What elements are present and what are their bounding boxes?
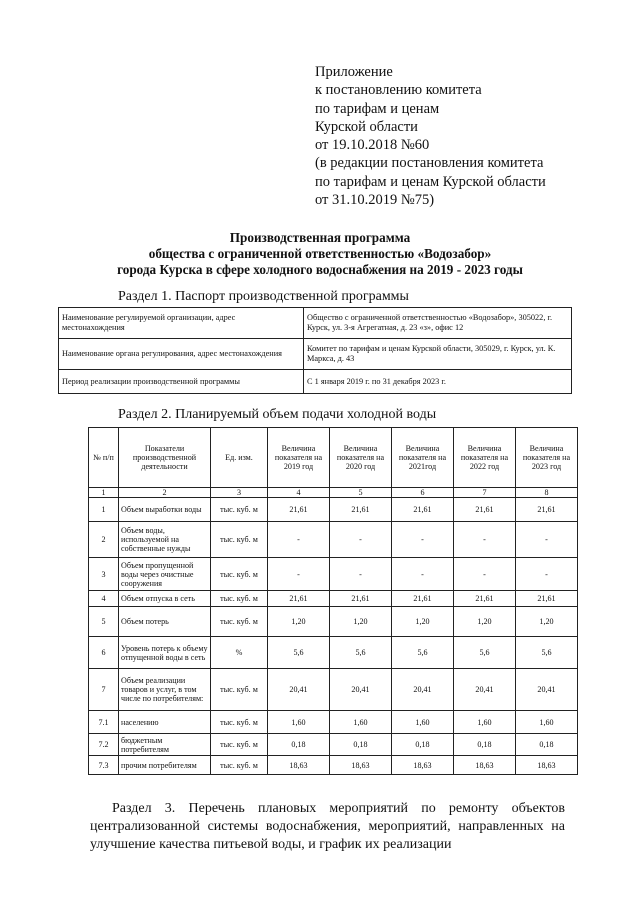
appendix-line: по тарифам и ценам — [315, 100, 440, 117]
row-number: 5 — [89, 607, 119, 637]
value-cell: 21,61 — [454, 498, 516, 522]
value-cell: 5,6 — [516, 637, 578, 669]
unit-cell: тыс. куб. м — [211, 734, 268, 756]
value-cell: 18,63 — [516, 756, 578, 775]
unit-cell: тыс. куб. м — [211, 498, 268, 522]
unit-cell: тыс. куб. м — [211, 522, 268, 558]
table-row — [89, 669, 578, 711]
title-line: Производственная программа — [229, 230, 411, 245]
value-cell: 1,60 — [516, 711, 578, 734]
table-row — [89, 522, 578, 558]
value-cell: - — [330, 558, 392, 591]
row-number: 3 — [89, 558, 119, 591]
table-row — [89, 591, 578, 607]
value-cell: 1,60 — [330, 711, 392, 734]
table-row — [89, 756, 578, 775]
unit-cell: тыс. куб. м — [211, 558, 268, 591]
table-row — [89, 558, 578, 591]
value-cell: 20,41 — [454, 669, 516, 711]
value-cell: 21,61 — [392, 498, 454, 522]
column-number: 3 — [211, 488, 268, 498]
value-cell: - — [268, 558, 330, 591]
table-row — [89, 607, 578, 637]
value-cell: 0,18 — [330, 734, 392, 756]
row-number: 7.3 — [89, 756, 119, 775]
passport-table — [58, 307, 572, 394]
appendix-line: от 19.10.2018 №60 — [315, 137, 430, 154]
column-number: 1 — [89, 488, 119, 498]
value-cell: 20,41 — [516, 669, 578, 711]
value-cell: 0,18 — [516, 734, 578, 756]
value-cell: 20,41 — [392, 669, 454, 711]
indicator-name: Объем воды, используемой на собственные нужды — [119, 522, 211, 558]
passport-label: Наименование регулируемой организации, адрес местонахождения — [59, 308, 304, 339]
header-cell: № п/п — [89, 428, 119, 488]
value-cell: - — [392, 522, 454, 558]
passport-row — [59, 308, 572, 339]
value-cell: 21,61 — [330, 498, 392, 522]
value-cell: 1,60 — [454, 711, 516, 734]
unit-cell: тыс. куб. м — [211, 607, 268, 637]
appendix-line: к постановлению комитета — [315, 82, 482, 99]
row-number: 4 — [89, 591, 119, 607]
value-cell: 0,18 — [268, 734, 330, 756]
plan-body — [89, 498, 578, 775]
value-cell: 1,20 — [516, 607, 578, 637]
unit-cell: тыс. куб. м — [211, 669, 268, 711]
value-cell: 5,6 — [330, 637, 392, 669]
value-cell: 21,61 — [268, 591, 330, 607]
value-cell: 21,61 — [516, 498, 578, 522]
header-cell: Показатели производственной деятельности — [119, 428, 211, 488]
value-cell: 1,20 — [454, 607, 516, 637]
plan-header-row — [89, 428, 578, 488]
indicator-name: бюджетным потребителям — [119, 734, 211, 756]
value-cell: 5,6 — [392, 637, 454, 669]
value-cell: 21,61 — [516, 591, 578, 607]
value-cell: 21,61 — [268, 498, 330, 522]
value-cell: 20,41 — [268, 669, 330, 711]
value-cell: 5,6 — [268, 637, 330, 669]
column-number: 2 — [119, 488, 211, 498]
value-cell: 18,63 — [454, 756, 516, 775]
plan-table — [88, 427, 578, 775]
row-number: 6 — [89, 637, 119, 669]
section2-heading: Раздел 2. Планируемый объем подачи холодной воды — [118, 407, 437, 422]
value-cell: 1,20 — [330, 607, 392, 637]
header-cell: Величина показателя на 2023 год — [516, 428, 578, 488]
unit-cell: тыс. куб. м — [211, 756, 268, 775]
appendix-line: по тарифам и ценам Курской области — [315, 173, 546, 190]
section3-text: Раздел 3. Перечень плановых мероприятий по ремонту объектов централизованной системы водоснабжения, мероприятий, направленных на улучшение качества питьевой воды, и график их реализации — [90, 801, 565, 852]
value-cell: 1,20 — [268, 607, 330, 637]
appendix-line: от 31.10.2019 №75) — [315, 192, 435, 209]
appendix-line: Приложение — [315, 64, 393, 80]
header-cell: Величина показателя на 2020 год — [330, 428, 392, 488]
column-number: 5 — [330, 488, 392, 498]
column-number: 4 — [268, 488, 330, 498]
appendix-line: (в редакции постановления комитета — [315, 155, 544, 172]
value-cell: 18,63 — [330, 756, 392, 775]
value-cell: 21,61 — [392, 591, 454, 607]
title-line: города Курска в сфере холодного водоснабжения на 2019 - 2023 годы — [117, 262, 523, 277]
header-cell: Величина показателя на 2021год — [392, 428, 454, 488]
value-cell: 21,61 — [330, 591, 392, 607]
indicator-name: Объем пропущенной воды через очистные сооружения — [119, 558, 211, 591]
passport-label: Период реализации производственной программы — [59, 370, 304, 394]
column-number: 6 — [392, 488, 454, 498]
value-cell: 20,41 — [330, 669, 392, 711]
column-number: 8 — [516, 488, 578, 498]
value-cell: 18,63 — [268, 756, 330, 775]
passport-row — [59, 339, 572, 370]
row-number: 7.2 — [89, 734, 119, 756]
row-number: 1 — [89, 498, 119, 522]
header-cell: Величина показателя на 2022 год — [454, 428, 516, 488]
table-row — [89, 637, 578, 669]
indicator-name: Объем потерь — [119, 607, 211, 637]
passport-value: Комитет по тарифам и ценам Курской области, 305029, г. Курск, ул. К. Маркса, д. 43 — [304, 339, 572, 370]
unit-cell: % — [211, 637, 268, 669]
column-number-row — [89, 488, 578, 498]
value-cell: 1,60 — [392, 711, 454, 734]
row-number: 7 — [89, 669, 119, 711]
passport-label: Наименование органа регулирования, адрес местонахождения — [59, 339, 304, 370]
row-number: 7.1 — [89, 711, 119, 734]
value-cell: - — [516, 558, 578, 591]
indicator-name: Уровень потерь к объему отпущенной воды в сеть — [119, 637, 211, 669]
value-cell: 18,63 — [392, 756, 454, 775]
value-cell: 21,61 — [454, 591, 516, 607]
document-title — [0, 230, 640, 278]
value-cell: 1,60 — [268, 711, 330, 734]
value-cell: - — [330, 522, 392, 558]
appendix-block — [315, 63, 546, 209]
unit-cell: тыс. куб. м — [211, 711, 268, 734]
column-number: 7 — [454, 488, 516, 498]
appendix-line: Курской области — [315, 118, 418, 135]
indicator-name: Объем выработки воды — [119, 498, 211, 522]
value-cell: - — [454, 558, 516, 591]
row-number: 2 — [89, 522, 119, 558]
indicator-name: населению — [119, 711, 211, 734]
value-cell: 0,18 — [392, 734, 454, 756]
value-cell: - — [392, 558, 454, 591]
value-cell: 5,6 — [454, 637, 516, 669]
value-cell: - — [454, 522, 516, 558]
passport-value: С 1 января 2019 г. по 31 декабря 2023 г. — [304, 370, 572, 394]
indicator-name: Объем реализации товаров и услуг, в том числе по потребителям: — [119, 669, 211, 711]
table-row — [89, 734, 578, 756]
passport-row — [59, 370, 572, 394]
header-cell: Ед. изм. — [211, 428, 268, 488]
unit-cell: тыс. куб. м — [211, 591, 268, 607]
section1-heading: Раздел 1. Паспорт производственной программы — [118, 289, 409, 304]
value-cell: 0,18 — [454, 734, 516, 756]
title-line: общества с ограниченной ответственностью «Водозабор» — [148, 246, 492, 261]
table-row — [89, 711, 578, 734]
table-row — [89, 498, 578, 522]
value-cell: - — [268, 522, 330, 558]
indicator-name: Объем отпуска в сеть — [119, 591, 211, 607]
indicator-name: прочим потребителям — [119, 756, 211, 775]
passport-value: Общество с ограниченной ответственностью «Водозабор», 305022, г. Курск, ул. 3-я Агрегатная, д. 23 «з», офис 12 — [304, 308, 572, 339]
value-cell: - — [516, 522, 578, 558]
header-cell: Величина показателя на 2019 год — [268, 428, 330, 488]
value-cell: 1,20 — [392, 607, 454, 637]
